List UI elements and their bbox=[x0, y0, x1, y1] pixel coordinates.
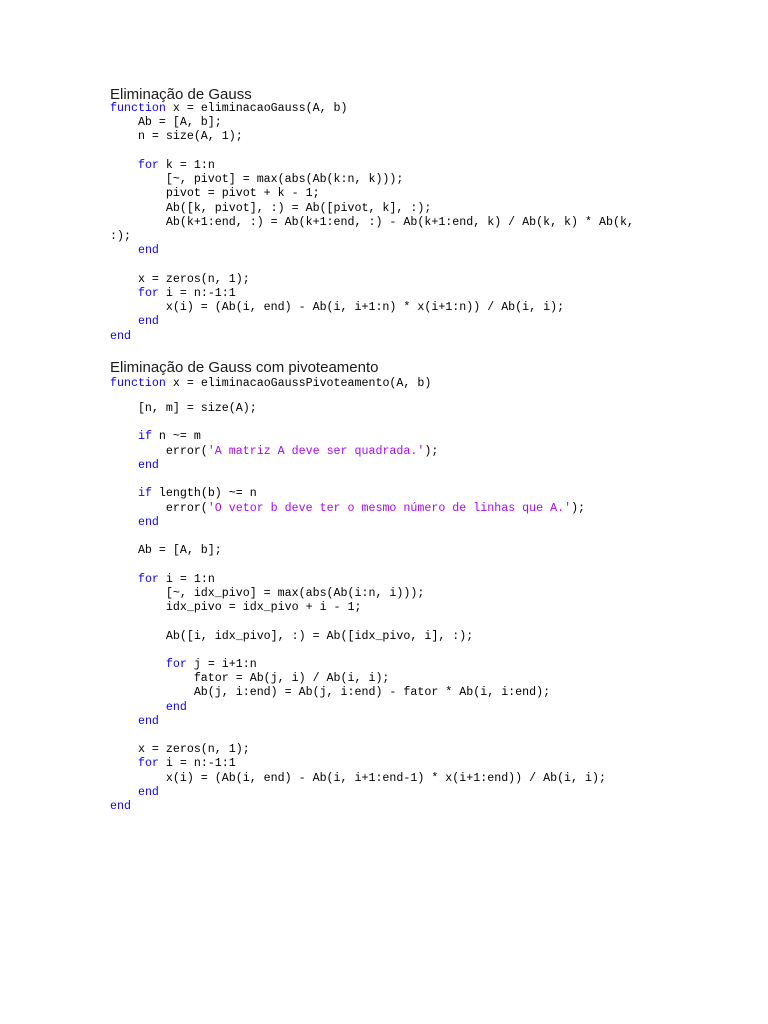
code-line bbox=[110, 116, 670, 130]
code-line bbox=[110, 786, 670, 800]
code-keyword: for bbox=[137, 158, 159, 172]
blank-line bbox=[110, 729, 670, 743]
code-line bbox=[110, 244, 670, 258]
code-text: :); bbox=[110, 229, 131, 243]
code-text bbox=[110, 701, 166, 714]
blank-line bbox=[110, 391, 670, 402]
code-line bbox=[110, 516, 670, 530]
code-text: error( bbox=[110, 444, 208, 458]
code-text: [n, m] = size(A); bbox=[110, 402, 257, 416]
code-keyword: for bbox=[137, 286, 159, 300]
code-text: idx_pivo = idx_pivo + i - 1; bbox=[110, 601, 362, 615]
code-line bbox=[110, 273, 670, 287]
code-text bbox=[110, 516, 138, 529]
code-line bbox=[110, 743, 670, 757]
code-line bbox=[110, 445, 670, 459]
code-text: length(b) ~= n bbox=[151, 487, 257, 501]
code-keyword: end bbox=[137, 714, 159, 728]
code-line bbox=[110, 630, 670, 644]
code-text bbox=[110, 487, 138, 500]
code-text: [~, idx_pivo] = max(abs(Ab(i:n, i))); bbox=[110, 586, 425, 600]
code-line bbox=[110, 202, 670, 216]
code-line bbox=[110, 377, 670, 391]
blank-line bbox=[110, 644, 670, 658]
code-text bbox=[110, 757, 138, 770]
code-keyword: if bbox=[137, 487, 152, 501]
code-line bbox=[110, 130, 670, 144]
code-text: Ab = [A, b]; bbox=[110, 544, 222, 558]
code-line bbox=[110, 402, 670, 416]
code-line bbox=[110, 102, 670, 116]
code-line bbox=[110, 544, 670, 558]
code-text: [~, pivot] = max(abs(Ab(k:n, k))); bbox=[110, 173, 404, 187]
code-text: x = eliminacaoGaussPivoteamento(A, b) bbox=[165, 377, 432, 390]
code-line bbox=[110, 757, 670, 771]
code-line bbox=[110, 686, 670, 700]
code-text: x = zeros(n, 1); bbox=[110, 743, 250, 757]
code-keyword: function bbox=[110, 102, 166, 115]
code-line bbox=[110, 330, 670, 344]
section-heading: Eliminação de Gauss bbox=[110, 86, 252, 103]
code-text: i = n:-1:1 bbox=[158, 757, 236, 771]
code-text: x(i) = (Ab(i, end) - Ab(i, i+1:end-1) * x(i+1:end)) / Ab(i, i); bbox=[110, 771, 606, 785]
section-gauss-elimination-pivoting bbox=[110, 359, 670, 814]
code-line bbox=[110, 715, 670, 729]
code-text: k = 1:n bbox=[158, 158, 215, 172]
code-line bbox=[110, 701, 670, 715]
code-text bbox=[110, 430, 138, 443]
code-text: j = i+1:n bbox=[186, 657, 257, 671]
code-line bbox=[110, 287, 670, 301]
code-string: 'A matriz A deve ser quadrada.' bbox=[207, 444, 425, 458]
code-line bbox=[110, 216, 670, 230]
code-text bbox=[110, 315, 138, 328]
code-keyword: end bbox=[137, 315, 159, 329]
code-text: Ab = [A, b]; bbox=[110, 116, 222, 130]
code-line bbox=[110, 230, 670, 244]
code-text: i = n:-1:1 bbox=[158, 286, 236, 300]
code-line bbox=[110, 573, 670, 587]
blank-line bbox=[110, 416, 670, 430]
blank-line bbox=[110, 145, 670, 159]
code-line bbox=[110, 658, 670, 672]
code-string: 'O vetor b deve ter o mesmo número de linhas que A.' bbox=[207, 501, 572, 515]
code-line bbox=[110, 315, 670, 329]
code-text: x = eliminacaoGauss(A, b) bbox=[165, 102, 348, 115]
code-text: Ab([k, pivot], :) = Ab([pivot, k], :); bbox=[110, 201, 432, 215]
code-keyword: end bbox=[137, 458, 159, 472]
code-line bbox=[110, 587, 670, 601]
code-keyword: end bbox=[137, 515, 159, 529]
code-text: Ab(j, i:end) = Ab(j, i:end) - fator * Ab(i, i:end); bbox=[110, 686, 551, 700]
code-line bbox=[110, 800, 670, 814]
code-line bbox=[110, 159, 670, 173]
code-keyword: end bbox=[137, 785, 159, 799]
code-line bbox=[110, 301, 670, 315]
code-text: x = zeros(n, 1); bbox=[110, 272, 250, 286]
code-text bbox=[110, 244, 138, 257]
blank-line bbox=[110, 615, 670, 629]
code-text: Ab([i, idx_pivo], :) = Ab([idx_pivo, i], :); bbox=[110, 629, 474, 643]
code-text bbox=[110, 159, 138, 172]
code-text bbox=[110, 658, 166, 671]
code-text bbox=[110, 786, 138, 799]
code-text: fator = Ab(j, i) / Ab(i, i); bbox=[110, 672, 390, 686]
code-line bbox=[110, 430, 670, 444]
code-keyword: end bbox=[110, 800, 131, 814]
code-text bbox=[110, 573, 138, 586]
code-text: ); bbox=[424, 444, 439, 458]
code-text: i = 1:n bbox=[158, 572, 215, 586]
code-block bbox=[110, 102, 670, 344]
blank-line bbox=[110, 258, 670, 272]
code-text: x(i) = (Ab(i, end) - Ab(i, i+1:n) * x(i+1:n)) / Ab(i, i); bbox=[110, 301, 565, 315]
code-text: Ab(k+1:end, :) = Ab(k+1:end, :) - Ab(k+1:end, k) / Ab(k, k) * Ab(k, bbox=[110, 215, 634, 229]
code-keyword: if bbox=[137, 430, 152, 444]
code-line bbox=[110, 672, 670, 686]
code-block bbox=[110, 377, 670, 814]
code-line bbox=[110, 459, 670, 473]
code-keyword: for bbox=[137, 572, 159, 586]
code-line bbox=[110, 487, 670, 501]
code-keyword: function bbox=[110, 377, 166, 390]
code-line bbox=[110, 502, 670, 516]
blank-line bbox=[110, 558, 670, 572]
blank-line bbox=[110, 473, 670, 487]
code-text: n ~= m bbox=[151, 430, 201, 444]
code-text bbox=[110, 459, 138, 472]
blank-line bbox=[110, 530, 670, 544]
section-heading: Eliminação de Gauss com pivoteamento bbox=[110, 359, 379, 376]
section-gauss-elimination bbox=[110, 87, 670, 344]
code-keyword: end bbox=[110, 329, 131, 343]
code-keyword: end bbox=[137, 244, 159, 258]
code-keyword: end bbox=[165, 700, 187, 714]
code-line bbox=[110, 601, 670, 615]
code-text bbox=[110, 715, 138, 728]
code-keyword: for bbox=[137, 757, 159, 771]
code-text: ); bbox=[571, 501, 586, 515]
code-text: pivot = pivot + k - 1; bbox=[110, 187, 320, 201]
code-line bbox=[110, 187, 670, 201]
code-text: n = size(A, 1); bbox=[110, 130, 243, 144]
code-line bbox=[110, 173, 670, 187]
code-text: error( bbox=[110, 501, 208, 515]
code-text bbox=[110, 287, 138, 300]
code-keyword: for bbox=[165, 657, 187, 671]
code-line bbox=[110, 772, 670, 786]
